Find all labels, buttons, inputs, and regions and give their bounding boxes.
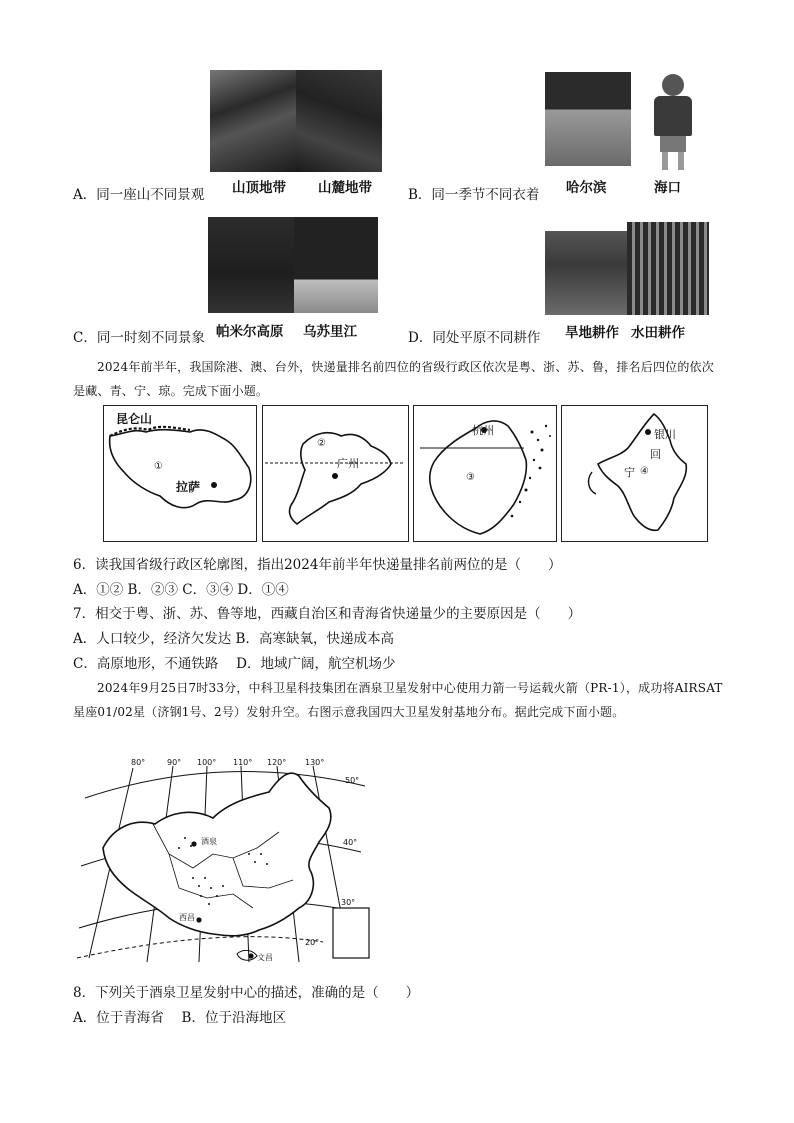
photo-harbin-clothing [545,72,631,166]
photo-mountain-summit [210,70,296,172]
label-ning: 宁 [624,466,635,479]
caption-harbin: 哈尔滨 [566,180,607,196]
option-b-label: B．同一季节不同衣着 [408,187,540,203]
label-wenchang: 文昌 [257,953,273,962]
label-num-2: ② [317,438,326,449]
question-7-stem: 7．相交于粤、浙、苏、鲁等地，西藏自治区和青海省快递量少的主要原因是（ ） [73,606,582,622]
label-lon-130: 130° [305,758,325,767]
map-launch-bases [73,758,378,970]
caption-paddy: 水田耕作 [631,325,685,341]
photo-mountain-foot [296,70,382,172]
label-lat-20: 20° [305,938,320,947]
photo-pamir-plateau [208,217,294,313]
question-6-stem: 6．读我国省级行政区轮廓图，指出2024年前半年快递量排名前两位的是（ ） [73,557,562,573]
label-lon-100: 100° [197,758,217,767]
label-lon-80: 80° [131,758,146,767]
label-num-3: ③ [466,472,475,483]
label-xichang: 西昌 [179,913,195,922]
caption-dryland: 旱地耕作 [565,325,619,341]
photo-paddy-farming [627,222,709,315]
photo-wusuli-river [294,217,378,313]
label-lat-50: 50° [345,776,360,785]
label-hui: 回 [650,448,661,461]
label-hangzhou: 杭州 [472,424,494,437]
question-7-options-cd: C．高原地形，不通铁路 D．地域广阔，航空机场少 [73,656,396,672]
photo-haikou-clothing [640,72,708,172]
question-6-options: A．①② B．②③ C．③④ D．①④ [73,582,289,598]
label-yinchuan: 银川 [654,428,676,441]
label-lat-30: 30° [341,898,356,907]
label-lon-120: 120° [267,758,287,767]
label-num-4: ④ [640,466,649,477]
map-ningxia [561,405,708,542]
label-num-1: ① [154,461,163,472]
caption-haikou: 海口 [654,180,681,196]
label-lon-110: 110° [233,758,253,767]
label-kunlun: 昆仑山 [116,412,153,426]
map-zhejiang [413,405,557,542]
label-lat-40: 40° [343,838,358,847]
caption-foot: 山麓地带 [318,180,372,196]
map-guangdong [262,405,409,542]
option-a-label: A．同一座山不同景观 [73,187,205,203]
photo-dryland-farming [545,231,627,315]
question-8-stem: 8．下列关于酒泉卫星发射中心的描述，准确的是（ ） [73,985,420,1001]
caption-summit: 山顶地带 [232,180,286,196]
caption-pamir: 帕米尔高原 [216,324,284,340]
label-lon-90: 90° [167,758,182,767]
question-7-options-ab: A．人口较少，经济欠发达 B．高寒缺氧，快递成本高 [73,631,394,647]
label-guangzhou: 广州 [337,457,359,470]
label-lhasa: 拉萨 [176,480,201,494]
intro-paragraph-express: 2024年前半年，我国除港、澳、台外，快递量排名前四位的省级行政区依次是粤、浙、苏、鲁，排名后四位的依次是藏、青、宁、琼。完成下面小题。 [73,360,714,398]
option-c-label: C．同一时刻不同景象 [73,330,205,346]
label-jiuquan: 酒泉 [201,837,217,846]
option-d-label: D．同处平原不同耕作 [408,330,541,346]
map-tibet [103,405,257,542]
question-8-options-ab: A．位于青海省 B．位于沿海地区 [73,1010,286,1026]
caption-wusuli: 乌苏里江 [303,324,357,340]
intro-paragraph-launch: 2024年9月25日7时33分，中科卫星科技集团在酒泉卫星发射中心使用力箭一号运载火箭（PR-1），成功将AIRSAT星座01/02星（济钢1号、2号）发射升空。右图示意我国四大卫星发射基地分布。据此完成下面小题。 [73,681,723,719]
